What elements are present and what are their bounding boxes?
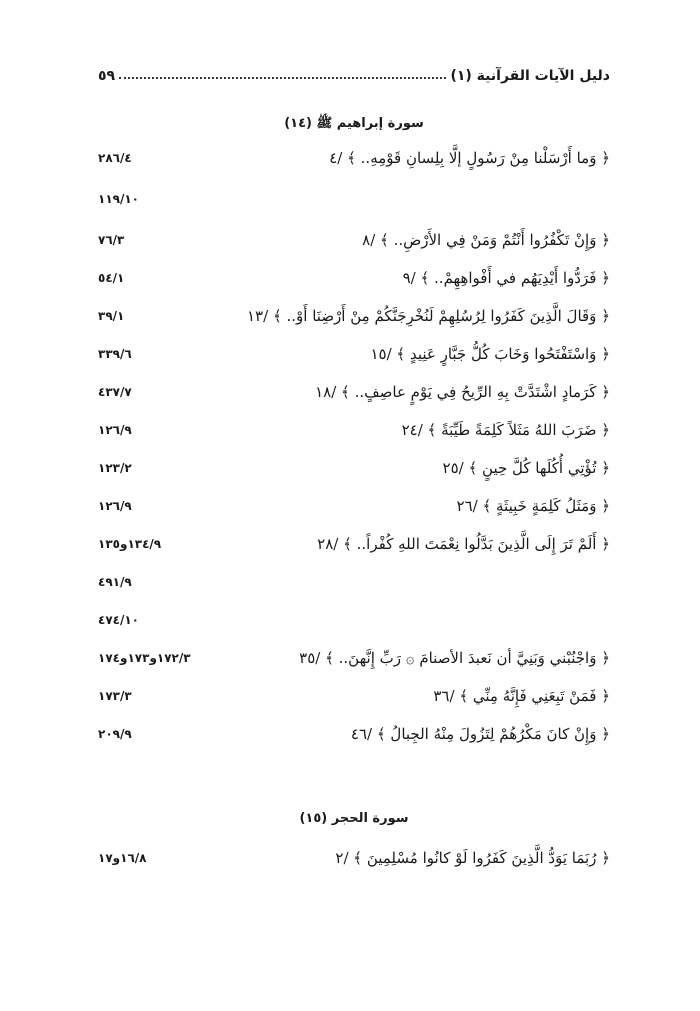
surah-heading-hijr: سورة الحجر (١٥) — [299, 811, 409, 826]
verse-row — [98, 139, 610, 177]
volume-page-reference: ٢٠٩/٩ — [98, 727, 132, 741]
page-number: ٥٩ — [98, 68, 116, 84]
verse-text: ﴿ وَإِنْ كانَ مَكْرُهُمْ لِتَزُولَ مِنْهُ الجِبالُ ﴾ /٤٦ — [350, 725, 610, 743]
verse-row — [98, 411, 610, 449]
verse-list-ibrahim — [98, 139, 610, 753]
verse-text: ﴿ أَلَمْ تَرَ إِلَى الَّذِينَ بَدَّلُوا نِعْمَتَ اللهِ كُفْراً.. ﴾ /٢٨ — [317, 535, 610, 553]
volume-page-reference: ١٢٦/٩ — [98, 423, 132, 437]
volume-page-reference: ١٧٢/٣و١٧٣و١٧٤ — [98, 651, 191, 665]
volume-page-reference: ١٣٤/٩و١٣٥ — [98, 537, 162, 551]
volume-page-reference: ١٧٣/٣ — [98, 689, 132, 703]
verse-row — [98, 449, 610, 487]
volume-page-reference: ٢٨٦/٤ — [98, 151, 132, 165]
verse-text: ﴿ وَما أَرْسَلْنا مِنْ رَسُولٍ إلَّا بِلِسانِ قَوْمِهِ.. ﴾ /٤ — [329, 149, 610, 167]
verse-row — [98, 335, 610, 373]
header-title: دليل الآيات القرآنية (١) — [450, 68, 610, 84]
verse-row — [98, 221, 610, 259]
verse-text: ﴿ وَاجْنُبْني وَبَنِيَّ أن نَعبدَ الأصنامَ ۞ رَبِّ إِنَّهنَ.. ﴾ /٣٥ — [299, 649, 610, 667]
volume-page-reference: ٧٦/٣ — [98, 233, 125, 247]
volume-page-reference: ٣٣٩/٦ — [98, 347, 132, 361]
volume-page-reference: ١٦/٨و١٧ — [98, 851, 147, 865]
verse-row — [98, 487, 610, 525]
verse-text: ﴿ فَمَنْ تَبِعَنِي فَإِنَّهُ مِنِّي ﴾ /٣٦ — [433, 687, 610, 705]
verse-text: ﴿ تُؤْتِي أُكُلَها كُلَّ حِينٍ ﴾ /٢٥ — [442, 459, 610, 477]
verse-row — [98, 525, 610, 563]
surah-heading-ibrahim: سورة إبراهيم ﷺ (١٤) — [284, 116, 424, 131]
volume-page-reference: ٤٧٤/١٠ — [98, 613, 140, 627]
verse-text: ﴿ ضَرَبَ اللهُ مَثَلاً كَلِمَةً طَيِّبَةً ﴾ /٢٤ — [401, 421, 610, 439]
verse-text: ﴿ رُبَمَا يَوَدُّ الَّذِينَ كَفَرُوا لَوْ كانُوا مُسْلِمِينَ ﴾ /٢ — [335, 849, 610, 867]
volume-page-reference: ٤٣٧/٧ — [98, 385, 132, 399]
volume-page-reference: ٤٩١/٩ — [98, 575, 132, 589]
volume-page-reference: ٣٩/١ — [98, 309, 125, 323]
header-dot-leader — [119, 77, 446, 79]
verse-row — [98, 715, 610, 753]
verse-row — [98, 177, 610, 221]
verse-list-hijr — [98, 839, 610, 877]
verse-row — [98, 297, 610, 335]
verse-text: ﴿ وَاسْتَفْتَحُوا وَخَابَ كُلُّ جَبَّارٍ عَنِيدٍ ﴾ /١٥ — [370, 345, 610, 363]
verse-row — [98, 373, 610, 411]
verse-text: ﴿ وَمَثَلُ كَلِمَةٍ خَبِيثَةٍ ﴾ /٢٦ — [456, 497, 610, 515]
verse-row — [98, 677, 610, 715]
verse-row — [98, 259, 610, 297]
verse-row — [98, 639, 610, 677]
verse-text: ﴿ كَرَمادٍ اشْتَدَّتْ بِهِ الرِّيحُ فِي يَوْمٍ عاصِفٍ.. ﴾ /١٨ — [315, 383, 610, 401]
volume-page-reference: ١٢٣/٢ — [98, 461, 132, 475]
verse-row — [98, 563, 610, 601]
volume-page-reference: ١٢٦/٩ — [98, 499, 132, 513]
running-header — [98, 60, 610, 84]
verse-text: ﴿ وَقَالَ الَّذِينَ كَفَرُوا لِرُسُلِهِمْ لَنُخْرِجَنَّكُمْ مِنْ أَرْضِنَا أَوْ.. ﴾ /١٣ — [247, 307, 610, 325]
verse-text: ﴿ وَإِنْ تَكْفُرُوا أَنْتُمْ وَمَنْ فِي الأَرْضِ.. ﴾ /٨ — [362, 231, 610, 249]
volume-page-reference: ٥٤/١ — [98, 271, 125, 285]
volume-page-reference: ١١٩/١٠ — [98, 192, 140, 206]
verse-row — [98, 839, 610, 877]
verse-text: ﴿ فَرَدُّوا أَيْدِيَهُم في أَفْواهِهِمْ.. ﴾ /٩ — [402, 269, 610, 287]
verse-row — [98, 601, 610, 639]
